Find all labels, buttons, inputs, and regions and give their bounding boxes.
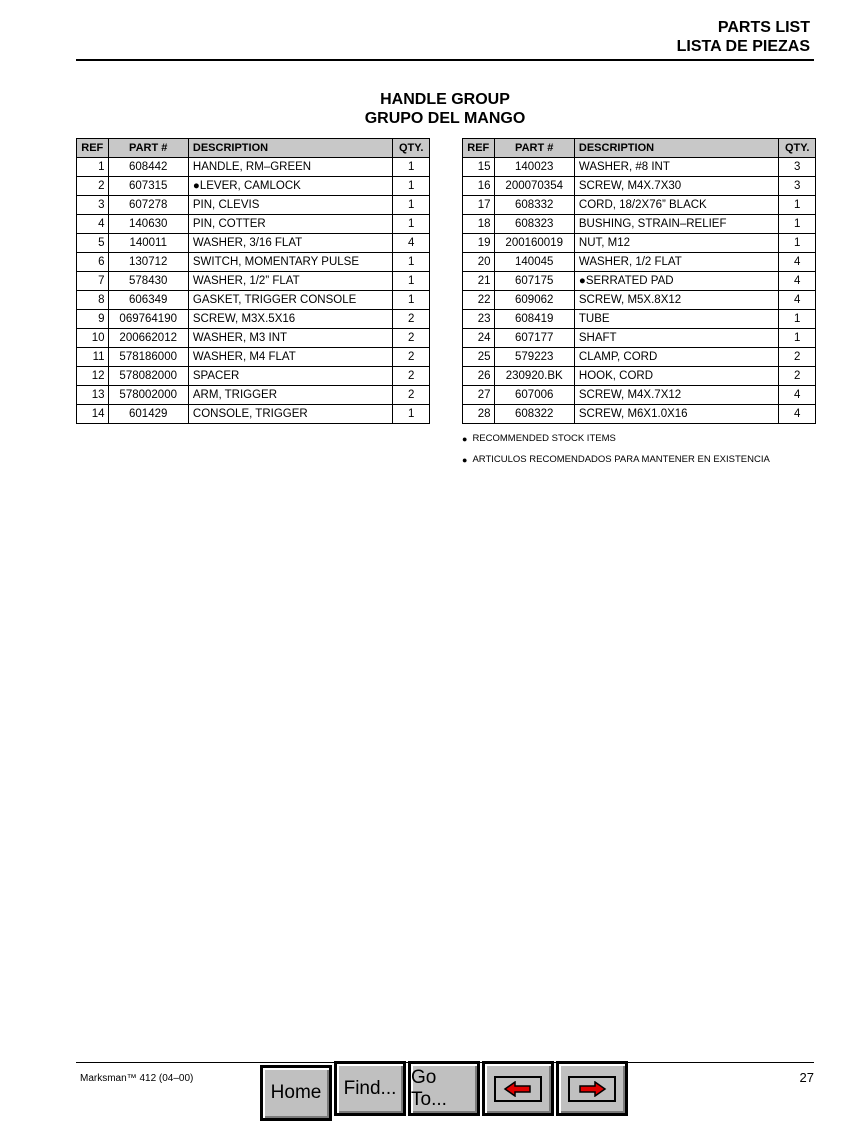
next-page-button[interactable]: [556, 1061, 628, 1116]
ref-cell: 18: [463, 215, 495, 234]
table-row: [463, 291, 816, 310]
part-number-cell: 140045: [494, 253, 574, 272]
qty-cell: 1: [779, 310, 816, 329]
description-cell: SHAFT: [574, 329, 778, 348]
ref-cell: 1: [77, 158, 109, 177]
description-cell: SCREW, M5X.8X12: [574, 291, 778, 310]
qty-cell: 3: [779, 177, 816, 196]
part-header: PART #: [494, 139, 574, 158]
description-cell: GASKET, TRIGGER CONSOLE: [188, 291, 392, 310]
page-number: 27: [799, 1070, 814, 1085]
ref-cell: 23: [463, 310, 495, 329]
table-row: [77, 348, 430, 367]
ref-cell: 28: [463, 405, 495, 424]
part-number-cell: 578186000: [108, 348, 188, 367]
part-number-cell: 608332: [494, 196, 574, 215]
part-number-cell: 608322: [494, 405, 574, 424]
description-cell: ARM, TRIGGER: [188, 386, 392, 405]
ref-cell: 15: [463, 158, 495, 177]
notes: [462, 428, 770, 470]
header-divider: [76, 59, 814, 61]
description-cell: WASHER, M4 FLAT: [188, 348, 392, 367]
part-number-cell: 606349: [108, 291, 188, 310]
qty-cell: 1: [393, 158, 430, 177]
part-number-cell: 578082000: [108, 367, 188, 386]
qty-cell: 1: [393, 272, 430, 291]
description-cell: HOOK, CORD: [574, 367, 778, 386]
part-number-cell: 579223: [494, 348, 574, 367]
ref-cell: 3: [77, 196, 109, 215]
description-cell: TUBE: [574, 310, 778, 329]
part-number-cell: 609062: [494, 291, 574, 310]
group-title: [0, 90, 866, 128]
description-cell: CONSOLE, TRIGGER: [188, 405, 392, 424]
ref-header: REF: [463, 139, 495, 158]
qty-cell: 1: [779, 215, 816, 234]
description-cell: NUT, M12: [574, 234, 778, 253]
description-header: DESCRIPTION: [574, 139, 778, 158]
qty-cell: 4: [779, 405, 816, 424]
arrow-left-glyph: [503, 1081, 533, 1097]
qty-cell: 3: [779, 158, 816, 177]
part-number-cell: 200662012: [108, 329, 188, 348]
ref-cell: 22: [463, 291, 495, 310]
description-cell: SCREW, M6X1.0X16: [574, 405, 778, 424]
table-header-row: [77, 139, 430, 158]
part-number-cell: 130712: [108, 253, 188, 272]
bullet-icon: ●: [462, 433, 468, 444]
description-cell: PIN, CLEVIS: [188, 196, 392, 215]
part-number-cell: 578430: [108, 272, 188, 291]
qty-cell: 4: [779, 291, 816, 310]
ref-cell: 25: [463, 348, 495, 367]
qty-cell: 1: [393, 253, 430, 272]
ref-cell: 2: [77, 177, 109, 196]
note-text: RECOMMENDED STOCK ITEMS: [472, 433, 616, 444]
part-number-cell: 578002000: [108, 386, 188, 405]
home-button[interactable]: Home: [260, 1065, 332, 1121]
qty-cell: 1: [779, 234, 816, 253]
ref-cell: 26: [463, 367, 495, 386]
ref-cell: 11: [77, 348, 109, 367]
description-cell: WASHER, 1/2 FLAT: [574, 253, 778, 272]
description-cell: WASHER, M3 INT: [188, 329, 392, 348]
description-cell: CORD, 18/2X76” BLACK: [574, 196, 778, 215]
ref-cell: 10: [77, 329, 109, 348]
note-recommended-en: [462, 428, 770, 449]
previous-page-button[interactable]: [482, 1061, 554, 1116]
qty-header: QTY.: [779, 139, 816, 158]
description-cell: WASHER, #8 INT: [574, 158, 778, 177]
table-row: [77, 158, 430, 177]
qty-cell: 4: [779, 272, 816, 291]
qty-cell: 1: [779, 196, 816, 215]
header-title-es: LISTA DE PIEZAS: [676, 38, 810, 55]
ref-cell: 27: [463, 386, 495, 405]
part-number-cell: 607278: [108, 196, 188, 215]
table-row: [463, 386, 816, 405]
part-number-cell: 140011: [108, 234, 188, 253]
description-cell: SWITCH, MOMENTARY PULSE: [188, 253, 392, 272]
ref-cell: 14: [77, 405, 109, 424]
table-row: [77, 253, 430, 272]
header-title-en: PARTS LIST: [717, 19, 810, 36]
description-cell: BUSHING, STRAIN–RELIEF: [574, 215, 778, 234]
part-number-cell: 607175: [494, 272, 574, 291]
table-header-row: [463, 139, 816, 158]
qty-header: QTY.: [393, 139, 430, 158]
qty-cell: 2: [779, 348, 816, 367]
table-row: [77, 310, 430, 329]
qty-cell: 4: [779, 386, 816, 405]
table-row: [77, 329, 430, 348]
table-row: [77, 196, 430, 215]
table-row: [77, 215, 430, 234]
ref-cell: 12: [77, 367, 109, 386]
arrow-right-glyph: [577, 1081, 607, 1097]
ref-cell: 16: [463, 177, 495, 196]
description-cell: ●SERRATED PAD: [574, 272, 778, 291]
table-row: [463, 272, 816, 291]
description-cell: CLAMP, CORD: [574, 348, 778, 367]
ref-cell: 9: [77, 310, 109, 329]
table-row: [77, 367, 430, 386]
group-title-en: HANDLE GROUP: [380, 91, 510, 108]
table-row: [463, 329, 816, 348]
qty-cell: 2: [393, 348, 430, 367]
part-number-cell: 608419: [494, 310, 574, 329]
description-cell: SCREW, M4X.7X12: [574, 386, 778, 405]
part-number-cell: 608323: [494, 215, 574, 234]
bullet-icon: ●: [462, 454, 468, 465]
description-cell: WASHER, 3/16 FLAT: [188, 234, 392, 253]
part-header: PART #: [108, 139, 188, 158]
description-cell: HANDLE, RM–GREEN: [188, 158, 392, 177]
description-cell: SPACER: [188, 367, 392, 386]
ref-cell: 24: [463, 329, 495, 348]
ref-cell: 13: [77, 386, 109, 405]
part-number-cell: 607006: [494, 386, 574, 405]
part-number-cell: 607177: [494, 329, 574, 348]
qty-cell: 4: [779, 253, 816, 272]
ref-cell: 21: [463, 272, 495, 291]
table-row: [77, 291, 430, 310]
qty-cell: 1: [393, 196, 430, 215]
table-row: [77, 386, 430, 405]
ref-cell: 4: [77, 215, 109, 234]
table-row: [463, 196, 816, 215]
find-button[interactable]: Find...: [334, 1061, 406, 1116]
table-row: [77, 177, 430, 196]
group-title-es: GRUPO DEL MANGO: [364, 110, 526, 127]
ref-cell: 5: [77, 234, 109, 253]
description-cell: SCREW, M3X.5X16: [188, 310, 392, 329]
ref-cell: 8: [77, 291, 109, 310]
arrow-right-icon: [568, 1076, 616, 1102]
description-cell: SCREW, M4X.7X30: [574, 177, 778, 196]
part-number-cell: 200070354: [494, 177, 574, 196]
table-row: [463, 215, 816, 234]
ref-header: REF: [77, 139, 109, 158]
table-row: [463, 253, 816, 272]
table-row: [463, 158, 816, 177]
ref-cell: 20: [463, 253, 495, 272]
qty-cell: 1: [393, 405, 430, 424]
ref-cell: 7: [77, 272, 109, 291]
part-number-cell: 601429: [108, 405, 188, 424]
description-cell: WASHER, 1/2” FLAT: [188, 272, 392, 291]
qty-cell: 1: [393, 291, 430, 310]
note-recommended-es: [462, 449, 770, 470]
qty-cell: 1: [779, 329, 816, 348]
table-row: [463, 310, 816, 329]
part-number-cell: 200160019: [494, 234, 574, 253]
ref-cell: 6: [77, 253, 109, 272]
footer-product: Marksman™ 412 (04–00): [80, 1073, 194, 1084]
part-number-cell: 607315: [108, 177, 188, 196]
table-row: [77, 405, 430, 424]
part-number-cell: 140630: [108, 215, 188, 234]
qty-cell: 2: [393, 386, 430, 405]
table-row: [463, 348, 816, 367]
part-number-cell: 230920.BK: [494, 367, 574, 386]
ref-cell: 17: [463, 196, 495, 215]
qty-cell: 2: [393, 329, 430, 348]
part-number-cell: 069764190: [108, 310, 188, 329]
part-number-cell: 140023: [494, 158, 574, 177]
table-row: [463, 405, 816, 424]
parts-table-left: [76, 138, 430, 424]
arrow-left-icon: [494, 1076, 542, 1102]
page-header: [677, 18, 810, 56]
description-header: DESCRIPTION: [188, 139, 392, 158]
qty-cell: 2: [779, 367, 816, 386]
goto-button[interactable]: Go To...: [408, 1061, 480, 1116]
table-row: [463, 234, 816, 253]
qty-cell: 2: [393, 310, 430, 329]
table-row: [463, 177, 816, 196]
note-text: ARTICULOS RECOMENDADOS PARA MANTENER EN EXISTENCIA: [472, 454, 770, 465]
qty-cell: 4: [393, 234, 430, 253]
table-row: [77, 272, 430, 291]
navigation-bar: [260, 1061, 630, 1121]
table-row: [77, 234, 430, 253]
part-number-cell: 608442: [108, 158, 188, 177]
qty-cell: 1: [393, 177, 430, 196]
table-row: [463, 367, 816, 386]
description-cell: PIN, COTTER: [188, 215, 392, 234]
description-cell: ●LEVER, CAMLOCK: [188, 177, 392, 196]
ref-cell: 19: [463, 234, 495, 253]
parts-table-right: [462, 138, 816, 424]
qty-cell: 2: [393, 367, 430, 386]
qty-cell: 1: [393, 215, 430, 234]
